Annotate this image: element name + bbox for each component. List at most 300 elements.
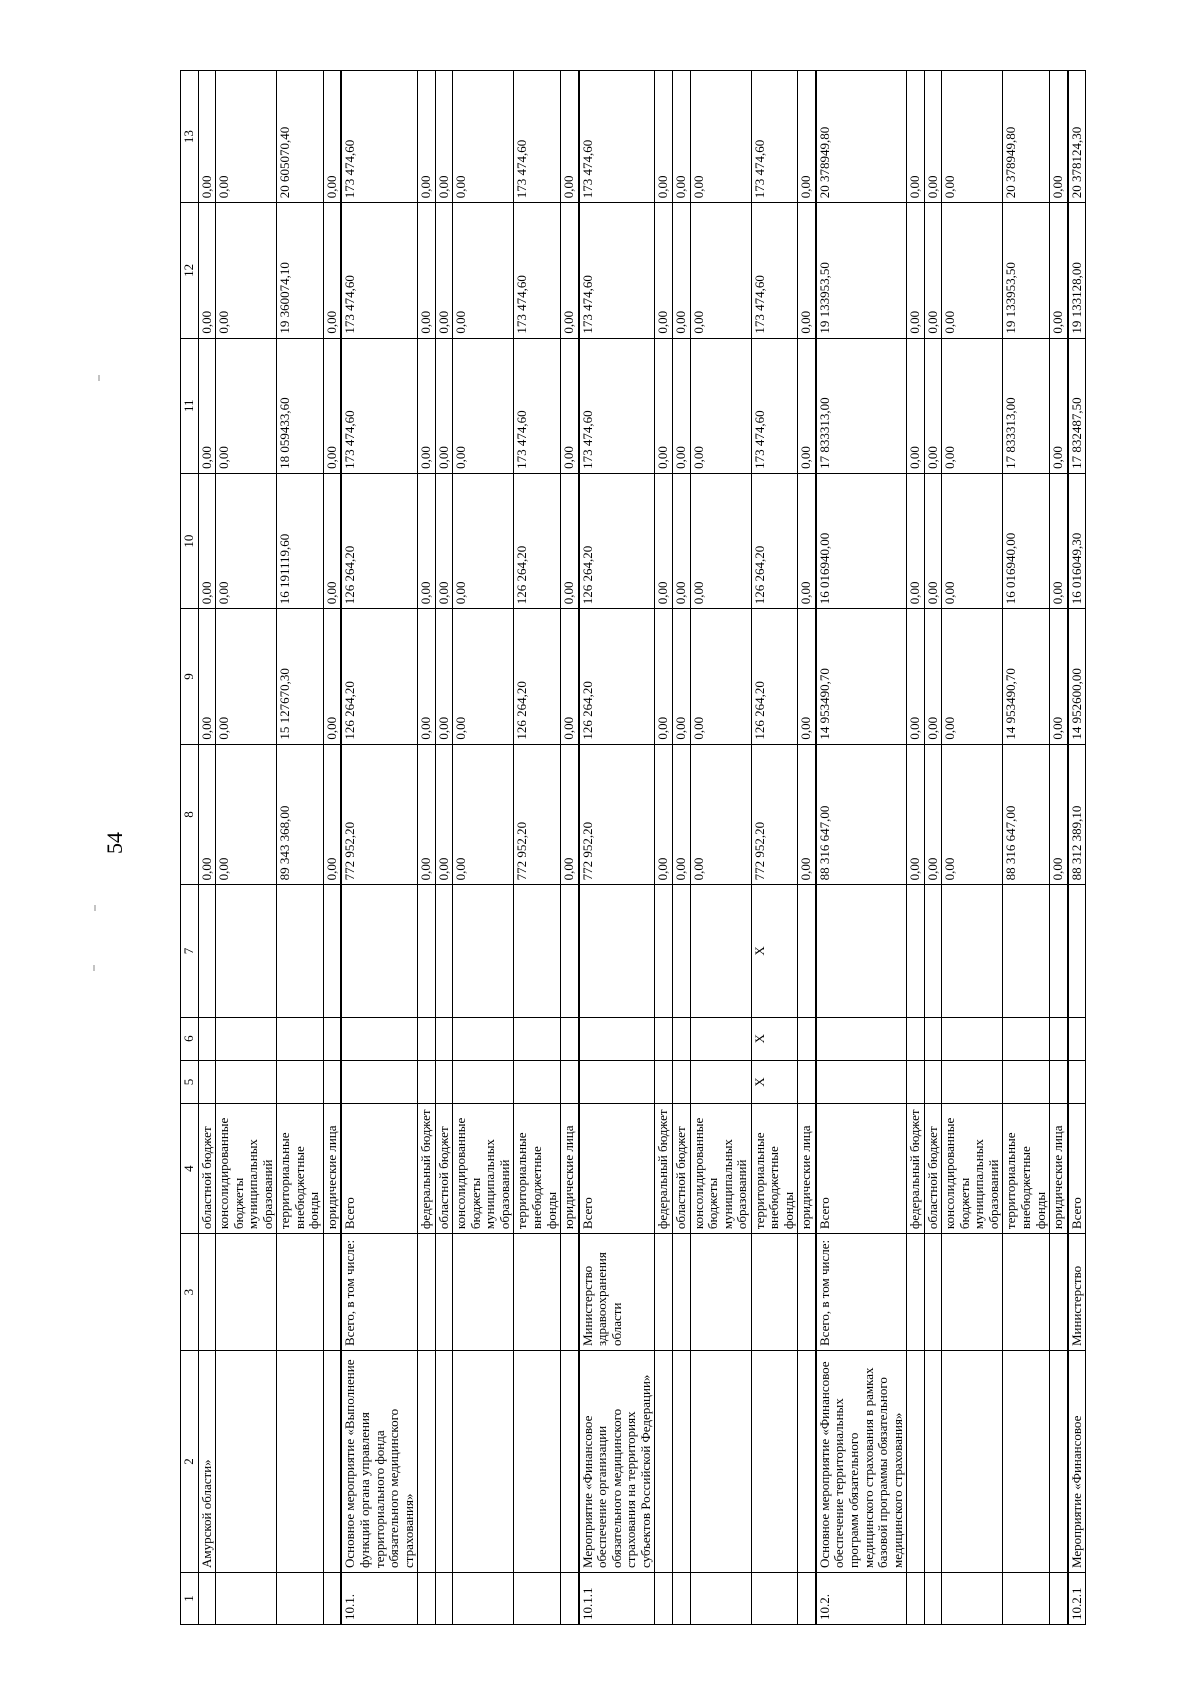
value-cell: 0,00 bbox=[323, 744, 341, 885]
row-number-cell bbox=[1003, 1573, 1050, 1625]
x-mark-cell bbox=[198, 885, 216, 1017]
value-cell: 126 264,20 bbox=[514, 609, 561, 744]
value-cell: 0,00 bbox=[1050, 71, 1068, 203]
x-mark-cell bbox=[690, 885, 751, 1017]
header-cell: 6 bbox=[181, 1017, 199, 1060]
executor-cell bbox=[1003, 1234, 1050, 1351]
value-cell: 0,00 bbox=[655, 609, 673, 744]
value-cell: 18 059433,60 bbox=[277, 338, 324, 473]
x-mark-cell bbox=[907, 1017, 925, 1060]
value-cell: 0,00 bbox=[907, 203, 925, 338]
x-mark-cell bbox=[1068, 885, 1086, 1017]
table-row bbox=[1050, 71, 1068, 1625]
x-mark-cell bbox=[277, 1017, 324, 1060]
value-cell: 0,00 bbox=[690, 473, 751, 608]
table-row bbox=[1003, 71, 1050, 1625]
source-cell: территориальные внебюджетные фонды bbox=[277, 1104, 324, 1234]
value-cell: 0,00 bbox=[942, 203, 1003, 338]
value-cell: 0,00 bbox=[216, 473, 277, 608]
value-cell: 0,00 bbox=[453, 744, 514, 885]
source-cell: консолидированные бюджеты муниципальных образований bbox=[453, 1104, 514, 1234]
value-cell: 173 474,60 bbox=[751, 203, 798, 338]
x-mark-cell bbox=[924, 885, 942, 1017]
value-cell: 126 264,20 bbox=[751, 609, 798, 744]
row-number-cell bbox=[435, 1573, 453, 1625]
value-cell: 0,00 bbox=[435, 338, 453, 473]
table-row bbox=[579, 71, 655, 1625]
x-mark-cell bbox=[341, 1060, 417, 1103]
x-mark-cell bbox=[579, 885, 655, 1017]
executor-cell bbox=[672, 1234, 690, 1351]
activity-name-cell bbox=[1050, 1351, 1068, 1573]
value-cell: 126 264,20 bbox=[579, 473, 655, 608]
table-row bbox=[561, 71, 579, 1625]
value-cell: 772 952,20 bbox=[514, 744, 561, 885]
x-mark-cell bbox=[907, 1060, 925, 1103]
row-number-cell: 10.2. bbox=[816, 1573, 907, 1625]
value-cell: 0,00 bbox=[323, 473, 341, 608]
value-cell: 772 952,20 bbox=[751, 744, 798, 885]
x-mark-cell bbox=[672, 885, 690, 1017]
page-number: 54 bbox=[102, 832, 127, 854]
value-cell: 0,00 bbox=[323, 71, 341, 203]
x-mark-cell bbox=[1003, 1060, 1050, 1103]
activity-name-cell bbox=[277, 1351, 324, 1573]
row-number-cell bbox=[1050, 1573, 1068, 1625]
value-cell: 0,00 bbox=[216, 71, 277, 203]
value-cell: 88 316 647,00 bbox=[816, 744, 907, 885]
value-cell: 88 312 389,10 bbox=[1068, 744, 1086, 885]
x-mark-cell bbox=[216, 1017, 277, 1060]
value-cell: 0,00 bbox=[907, 744, 925, 885]
row-number-cell bbox=[751, 1573, 798, 1625]
x-mark-cell bbox=[579, 1017, 655, 1060]
x-mark-cell bbox=[672, 1017, 690, 1060]
value-cell: 16 016940,00 bbox=[816, 473, 907, 608]
value-cell: 19 133953,50 bbox=[816, 203, 907, 338]
value-cell: 20 378124,30 bbox=[1068, 71, 1086, 203]
x-mark-cell bbox=[816, 1017, 907, 1060]
executor-cell bbox=[1050, 1234, 1068, 1351]
x-mark-cell bbox=[798, 1017, 816, 1060]
value-cell: 0,00 bbox=[216, 203, 277, 338]
value-cell: 126 264,20 bbox=[579, 609, 655, 744]
value-cell: 173 474,60 bbox=[341, 203, 417, 338]
executor-cell: Всего, в том числе: bbox=[341, 1234, 417, 1351]
x-mark-cell bbox=[418, 1017, 436, 1060]
x-mark-cell bbox=[655, 1060, 673, 1103]
value-cell: 173 474,60 bbox=[514, 203, 561, 338]
activity-name-cell bbox=[418, 1351, 436, 1573]
value-cell: 0,00 bbox=[672, 71, 690, 203]
value-cell: 0,00 bbox=[690, 338, 751, 473]
value-cell: 0,00 bbox=[435, 71, 453, 203]
value-cell: 16 191119,60 bbox=[277, 473, 324, 608]
value-cell: 173 474,60 bbox=[341, 71, 417, 203]
activity-name-cell bbox=[561, 1351, 579, 1573]
x-mark-cell: X bbox=[751, 885, 798, 1017]
value-cell: 0,00 bbox=[323, 203, 341, 338]
header-cell: 5 bbox=[181, 1060, 199, 1103]
value-cell: 0,00 bbox=[942, 338, 1003, 473]
x-mark-cell bbox=[418, 885, 436, 1017]
header-cell: 13 bbox=[181, 71, 199, 203]
source-cell: областной бюджет bbox=[198, 1104, 216, 1234]
value-cell: 16 016940,00 bbox=[1003, 473, 1050, 608]
row-number-cell: 10.2.1 bbox=[1068, 1573, 1086, 1625]
table-row bbox=[341, 71, 417, 1625]
source-cell: консолидированные бюджеты муниципальных образований bbox=[942, 1104, 1003, 1234]
table-row bbox=[655, 71, 673, 1625]
x-mark-cell bbox=[277, 885, 324, 1017]
activity-name-cell: Амурской области» bbox=[198, 1351, 216, 1573]
x-mark-cell bbox=[418, 1060, 436, 1103]
executor-cell bbox=[907, 1234, 925, 1351]
executor-cell bbox=[942, 1234, 1003, 1351]
header-cell: 10 bbox=[181, 473, 199, 608]
source-cell: областной бюджет bbox=[672, 1104, 690, 1234]
value-cell: 17 833313,00 bbox=[816, 338, 907, 473]
executor-cell bbox=[798, 1234, 816, 1351]
x-mark-cell bbox=[514, 885, 561, 1017]
table-row bbox=[216, 71, 277, 1625]
value-cell: 173 474,60 bbox=[579, 203, 655, 338]
value-cell: 0,00 bbox=[924, 609, 942, 744]
value-cell: 14 952600,00 bbox=[1068, 609, 1086, 744]
value-cell: 16 016049,30 bbox=[1068, 473, 1086, 608]
x-mark-cell bbox=[1003, 885, 1050, 1017]
table-row bbox=[453, 71, 514, 1625]
value-cell: 0,00 bbox=[561, 473, 579, 608]
x-mark-cell bbox=[1050, 885, 1068, 1017]
value-cell: 20 378949,80 bbox=[816, 71, 907, 203]
x-mark-cell: X bbox=[751, 1017, 798, 1060]
executor-cell bbox=[690, 1234, 751, 1351]
executor-cell bbox=[277, 1234, 324, 1351]
value-cell: 0,00 bbox=[798, 609, 816, 744]
value-cell: 0,00 bbox=[907, 473, 925, 608]
value-cell: 173 474,60 bbox=[514, 71, 561, 203]
header-cell: 12 bbox=[181, 203, 199, 338]
source-cell: федеральный бюджет bbox=[655, 1104, 673, 1234]
source-cell: юридические лица bbox=[798, 1104, 816, 1234]
value-cell: 0,00 bbox=[198, 203, 216, 338]
value-cell: 0,00 bbox=[418, 473, 436, 608]
x-mark-cell bbox=[323, 1017, 341, 1060]
x-mark-cell bbox=[216, 1060, 277, 1103]
table-row bbox=[690, 71, 751, 1625]
value-cell: 0,00 bbox=[672, 338, 690, 473]
executor-cell: Министерство здравоохранения области bbox=[579, 1234, 655, 1351]
row-number-cell bbox=[418, 1573, 436, 1625]
x-mark-cell bbox=[942, 1017, 1003, 1060]
value-cell: 0,00 bbox=[655, 338, 673, 473]
x-mark-cell bbox=[561, 1017, 579, 1060]
value-cell: 0,00 bbox=[672, 473, 690, 608]
activity-name-cell: Мероприятие «Финансовое bbox=[1068, 1351, 1086, 1573]
value-cell: 0,00 bbox=[924, 473, 942, 608]
table-row bbox=[798, 71, 816, 1625]
source-cell: Всего bbox=[341, 1104, 417, 1234]
x-mark-cell bbox=[435, 1060, 453, 1103]
x-mark-cell bbox=[907, 885, 925, 1017]
source-cell: территориальные внебюджетные фонды bbox=[751, 1104, 798, 1234]
value-cell: 20 605070,40 bbox=[277, 71, 324, 203]
row-number-cell bbox=[323, 1573, 341, 1625]
executor-cell bbox=[198, 1234, 216, 1351]
value-cell: 14 953490,70 bbox=[816, 609, 907, 744]
x-mark-cell bbox=[514, 1017, 561, 1060]
row-number-cell bbox=[198, 1573, 216, 1625]
executor-cell bbox=[453, 1234, 514, 1351]
value-cell: 0,00 bbox=[1050, 609, 1068, 744]
value-cell: 0,00 bbox=[798, 473, 816, 608]
value-cell: 0,00 bbox=[672, 744, 690, 885]
row-number-cell bbox=[561, 1573, 579, 1625]
activity-name-cell: Основное мероприятие «Финансовое обеспечение территориальных программ обязательного медицинского страхования в рамках базовой программы обязательного медицинского страхования» bbox=[816, 1351, 907, 1573]
executor-cell bbox=[561, 1234, 579, 1351]
activity-name-cell: Основное мероприятие «Выполнение функций органа управления территориального фонда обязательного медицинского страхования» bbox=[341, 1351, 417, 1573]
value-cell: 0,00 bbox=[655, 71, 673, 203]
row-number-cell bbox=[942, 1573, 1003, 1625]
value-cell: 0,00 bbox=[942, 609, 1003, 744]
x-mark-cell bbox=[798, 1060, 816, 1103]
x-mark-cell bbox=[453, 1017, 514, 1060]
source-cell: областной бюджет bbox=[435, 1104, 453, 1234]
x-mark-cell bbox=[277, 1060, 324, 1103]
row-number-cell bbox=[216, 1573, 277, 1625]
activity-name-cell bbox=[690, 1351, 751, 1573]
source-cell: территориальные внебюджетные фонды bbox=[1003, 1104, 1050, 1234]
value-cell: 0,00 bbox=[453, 338, 514, 473]
value-cell: 0,00 bbox=[672, 203, 690, 338]
budget-table bbox=[180, 70, 1086, 1625]
x-mark-cell bbox=[561, 885, 579, 1017]
header-cell: 4 bbox=[181, 1104, 199, 1234]
value-cell: 0,00 bbox=[198, 473, 216, 608]
table-row bbox=[323, 71, 341, 1625]
value-cell: 0,00 bbox=[418, 744, 436, 885]
executor-cell bbox=[323, 1234, 341, 1351]
x-mark-cell bbox=[198, 1060, 216, 1103]
value-cell: 0,00 bbox=[1050, 338, 1068, 473]
value-cell: 0,00 bbox=[690, 71, 751, 203]
value-cell: 0,00 bbox=[655, 473, 673, 608]
value-cell: 0,00 bbox=[672, 609, 690, 744]
table-row bbox=[751, 71, 798, 1625]
value-cell: 0,00 bbox=[1050, 744, 1068, 885]
value-cell: 19 133128,00 bbox=[1068, 203, 1086, 338]
activity-name-cell bbox=[907, 1351, 925, 1573]
source-cell: Всего bbox=[1068, 1104, 1086, 1234]
value-cell: 0,00 bbox=[907, 609, 925, 744]
x-mark-cell bbox=[341, 1017, 417, 1060]
value-cell: 0,00 bbox=[690, 203, 751, 338]
row-number-cell bbox=[655, 1573, 673, 1625]
source-cell: юридические лица bbox=[323, 1104, 341, 1234]
activity-name-cell bbox=[751, 1351, 798, 1573]
value-cell: 0,00 bbox=[907, 338, 925, 473]
executor-cell bbox=[418, 1234, 436, 1351]
x-mark-cell bbox=[514, 1060, 561, 1103]
value-cell: 0,00 bbox=[216, 609, 277, 744]
value-cell: 0,00 bbox=[323, 609, 341, 744]
x-mark-cell bbox=[323, 1060, 341, 1103]
value-cell: 0,00 bbox=[198, 71, 216, 203]
table-row bbox=[435, 71, 453, 1625]
x-mark-cell bbox=[690, 1060, 751, 1103]
header-cell: 3 bbox=[181, 1234, 199, 1351]
activity-name-cell bbox=[216, 1351, 277, 1573]
x-mark-cell bbox=[942, 1060, 1003, 1103]
value-cell: 17 832487,50 bbox=[1068, 338, 1086, 473]
row-number-cell bbox=[672, 1573, 690, 1625]
row-number-cell bbox=[690, 1573, 751, 1625]
table-row bbox=[924, 71, 942, 1625]
value-cell: 173 474,60 bbox=[514, 338, 561, 473]
executor-cell bbox=[216, 1234, 277, 1351]
value-cell: 19 360074,10 bbox=[277, 203, 324, 338]
value-cell: 0,00 bbox=[198, 609, 216, 744]
source-cell: консолидированные бюджеты муниципальных образований bbox=[216, 1104, 277, 1234]
value-cell: 0,00 bbox=[561, 744, 579, 885]
value-cell: 126 264,20 bbox=[514, 473, 561, 608]
x-mark-cell bbox=[453, 1060, 514, 1103]
value-cell: 0,00 bbox=[418, 609, 436, 744]
activity-name-cell bbox=[942, 1351, 1003, 1573]
executor-cell: Министерство bbox=[1068, 1234, 1086, 1351]
value-cell: 173 474,60 bbox=[579, 71, 655, 203]
source-cell: территориальные внебюджетные фонды bbox=[514, 1104, 561, 1234]
x-mark-cell bbox=[1068, 1060, 1086, 1103]
activity-name-cell bbox=[655, 1351, 673, 1573]
value-cell: 0,00 bbox=[198, 744, 216, 885]
x-mark-cell bbox=[435, 885, 453, 1017]
value-cell: 0,00 bbox=[798, 71, 816, 203]
x-mark-cell bbox=[942, 885, 1003, 1017]
value-cell: 0,00 bbox=[435, 744, 453, 885]
x-mark-cell bbox=[816, 1060, 907, 1103]
table-row bbox=[514, 71, 561, 1625]
value-cell: 0,00 bbox=[690, 609, 751, 744]
x-mark-cell bbox=[1050, 1017, 1068, 1060]
x-mark-cell bbox=[453, 885, 514, 1017]
activity-name-cell bbox=[924, 1351, 942, 1573]
value-cell: 0,00 bbox=[907, 71, 925, 203]
value-cell: 88 316 647,00 bbox=[1003, 744, 1050, 885]
executor-cell bbox=[514, 1234, 561, 1351]
row-number-cell bbox=[514, 1573, 561, 1625]
header-cell: 8 bbox=[181, 744, 199, 885]
row-number-cell bbox=[453, 1573, 514, 1625]
value-cell: 0,00 bbox=[690, 744, 751, 885]
activity-name-cell bbox=[514, 1351, 561, 1573]
executor-cell bbox=[655, 1234, 673, 1351]
row-number-cell bbox=[798, 1573, 816, 1625]
x-mark-cell bbox=[323, 885, 341, 1017]
source-cell: федеральный бюджет bbox=[907, 1104, 925, 1234]
value-cell: 0,00 bbox=[924, 71, 942, 203]
activity-name-cell bbox=[323, 1351, 341, 1573]
header-row bbox=[181, 71, 199, 1625]
x-mark-cell bbox=[690, 1017, 751, 1060]
value-cell: 0,00 bbox=[561, 203, 579, 338]
table-row bbox=[816, 71, 907, 1625]
value-cell: 0,00 bbox=[924, 338, 942, 473]
value-cell: 126 264,20 bbox=[341, 473, 417, 608]
value-cell: 14 953490,70 bbox=[1003, 609, 1050, 744]
table-row bbox=[907, 71, 925, 1625]
value-cell: 0,00 bbox=[216, 338, 277, 473]
source-cell: федеральный бюджет bbox=[418, 1104, 436, 1234]
value-cell: 173 474,60 bbox=[751, 338, 798, 473]
table-row bbox=[198, 71, 216, 1625]
x-mark-cell bbox=[816, 885, 907, 1017]
value-cell: 0,00 bbox=[418, 71, 436, 203]
x-mark-cell bbox=[1003, 1017, 1050, 1060]
activity-name-cell bbox=[798, 1351, 816, 1573]
row-number-cell bbox=[907, 1573, 925, 1625]
x-mark-cell bbox=[655, 1017, 673, 1060]
header-cell: 11 bbox=[181, 338, 199, 473]
source-cell: юридические лица bbox=[561, 1104, 579, 1234]
value-cell: 0,00 bbox=[418, 203, 436, 338]
executor-cell: Всего, в том числе: bbox=[816, 1234, 907, 1351]
activity-name-cell: Мероприятие «Финансовое обеспечение организации обязательного медицинского страхования на территориях субъектов Российской Федерации» bbox=[579, 1351, 655, 1573]
header-cell: 2 bbox=[181, 1351, 199, 1573]
x-mark-cell bbox=[798, 885, 816, 1017]
value-cell: 0,00 bbox=[453, 71, 514, 203]
x-mark-cell bbox=[924, 1017, 942, 1060]
row-number-cell bbox=[277, 1573, 324, 1625]
row-number-cell: 10.1.1 bbox=[579, 1573, 655, 1625]
value-cell: 0,00 bbox=[655, 744, 673, 885]
value-cell: 126 264,20 bbox=[341, 609, 417, 744]
table-row bbox=[942, 71, 1003, 1625]
header-cell: 1 bbox=[181, 1573, 199, 1625]
value-cell: 0,00 bbox=[453, 609, 514, 744]
value-cell: 173 474,60 bbox=[751, 71, 798, 203]
value-cell: 15 127670,30 bbox=[277, 609, 324, 744]
executor-cell bbox=[751, 1234, 798, 1351]
value-cell: 772 952,20 bbox=[341, 744, 417, 885]
activity-name-cell bbox=[435, 1351, 453, 1573]
value-cell: 0,00 bbox=[435, 609, 453, 744]
value-cell: 0,00 bbox=[453, 473, 514, 608]
value-cell: 89 343 368,00 bbox=[277, 744, 324, 885]
value-cell: 19 133953,50 bbox=[1003, 203, 1050, 338]
value-cell: 772 952,20 bbox=[579, 744, 655, 885]
value-cell: 173 474,60 bbox=[579, 338, 655, 473]
value-cell: 0,00 bbox=[798, 203, 816, 338]
x-mark-cell: X bbox=[751, 1060, 798, 1103]
row-number-cell bbox=[924, 1573, 942, 1625]
value-cell: 0,00 bbox=[942, 71, 1003, 203]
x-mark-cell bbox=[579, 1060, 655, 1103]
value-cell: 0,00 bbox=[798, 744, 816, 885]
activity-name-cell bbox=[672, 1351, 690, 1573]
value-cell: 0,00 bbox=[453, 203, 514, 338]
x-mark-cell bbox=[655, 885, 673, 1017]
source-cell: областной бюджет bbox=[924, 1104, 942, 1234]
value-cell: 0,00 bbox=[323, 338, 341, 473]
scan-speck bbox=[94, 905, 96, 911]
executor-cell bbox=[435, 1234, 453, 1351]
row-number-cell: 10.1. bbox=[341, 1573, 417, 1625]
value-cell: 0,00 bbox=[435, 473, 453, 608]
x-mark-cell bbox=[1068, 1017, 1086, 1060]
value-cell: 0,00 bbox=[418, 338, 436, 473]
